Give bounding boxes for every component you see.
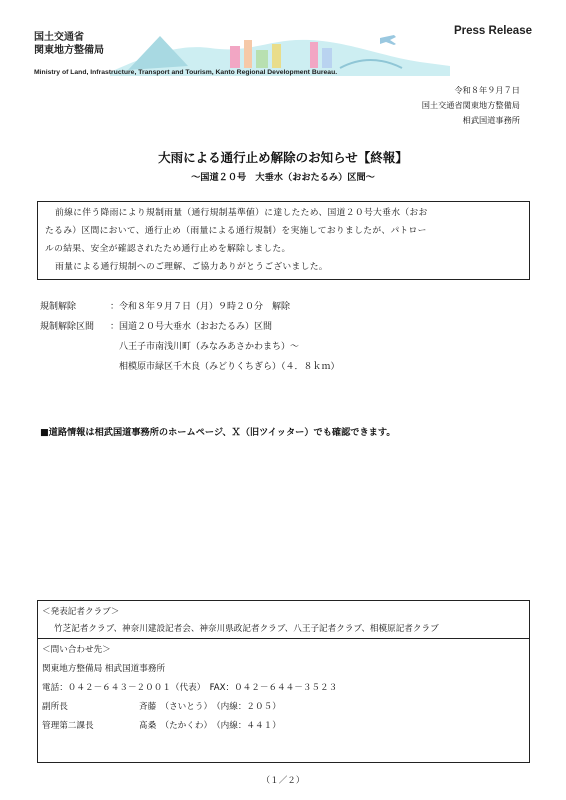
contact-office: 関東地方整備局 相武国道事務所 [42, 664, 166, 674]
contact-phone: 電話：０４２－６４３－２００１（代表） FAX：０４２－６４４－３５２３ [42, 683, 338, 693]
box-divider [37, 638, 530, 639]
notice-box [37, 201, 530, 280]
section-from: 八王子市南浅川町（みなみあさかわまち）～ [119, 342, 300, 352]
org-name-jp-line1: 国土交通省 [34, 32, 84, 43]
org-name-en: Ministry of Land, Infrastructure, Transport and Tourism, Kanto Regional Development Bureau. [34, 69, 338, 76]
issuer-bureau: 国土交通省関東地方整備局 [421, 100, 520, 110]
contact-person2-name: 髙桑 （たかくわ） （内線：４４１） [139, 721, 281, 731]
contact-heading: ＜問い合わせ先＞ [42, 645, 111, 655]
release-label: 規制解除 [40, 302, 77, 312]
notice-line: 前線に伴う降雨により規制雨量（通行規制基準値）に達したため、国道２０号大垂水（おお [55, 208, 428, 218]
section-label: 規制解除区間 [40, 322, 95, 332]
section-to: 相模原市緑区千木良（みどりくちぎら）（４．８ｋｍ） [119, 362, 340, 372]
section-value: ：国道２０号大垂水（おおたるみ）区間 [110, 322, 273, 332]
notice-line: ルの結果、安全が確認されたため通行止めを解除しました。 [45, 244, 291, 254]
building-shape [230, 46, 240, 68]
issuer-office: 相武国道事務所 [462, 115, 520, 125]
airplane-icon [380, 35, 396, 45]
page-number: （１／２） [261, 776, 305, 786]
document-title: 大雨による通行止め解除のお知らせ【終報】 [158, 150, 408, 165]
building-shape [322, 48, 332, 68]
contact-person2-role: 管理第二課長 [42, 721, 94, 731]
road-info-note: ■道路情報は相武国道事務所のホームページ、Ｘ（旧ツイッター）でも確認できます。 [40, 427, 396, 438]
org-name-jp-line2: 関東地方整備局 [34, 45, 104, 56]
press-club-list: 竹芝記者クラブ、神奈川建設記者会、神奈川県政記者クラブ、八王子記者クラブ、相模原記者クラブ [54, 624, 439, 634]
press-club-heading: ＜発表記者クラブ＞ [42, 607, 120, 617]
document-subtitle: ～国道２０号 大垂水（おおたるみ）区間～ [191, 172, 375, 183]
contact-person1-role: 副所長 [42, 702, 68, 712]
contact-person1-name: 斉藤 （さいとう） （内線：２０５） [139, 702, 281, 712]
building-shape [256, 50, 268, 68]
release-value: ：令和８年９月７日（月）９時２０分 解除 [110, 302, 291, 312]
press-release-label: Press Release [453, 25, 532, 37]
building-shape [310, 42, 318, 68]
building-shape [272, 44, 281, 68]
building-shape [244, 40, 252, 68]
notice-line: 雨量による通行規制へのご理解、ご協力ありがとうございました。 [55, 262, 328, 272]
issue-date: 令和８年９月７日 [454, 85, 520, 95]
notice-line: たるみ）区間において、通行止め（雨量による通行規制）を実施しておりましたが、パトロー [45, 226, 427, 236]
